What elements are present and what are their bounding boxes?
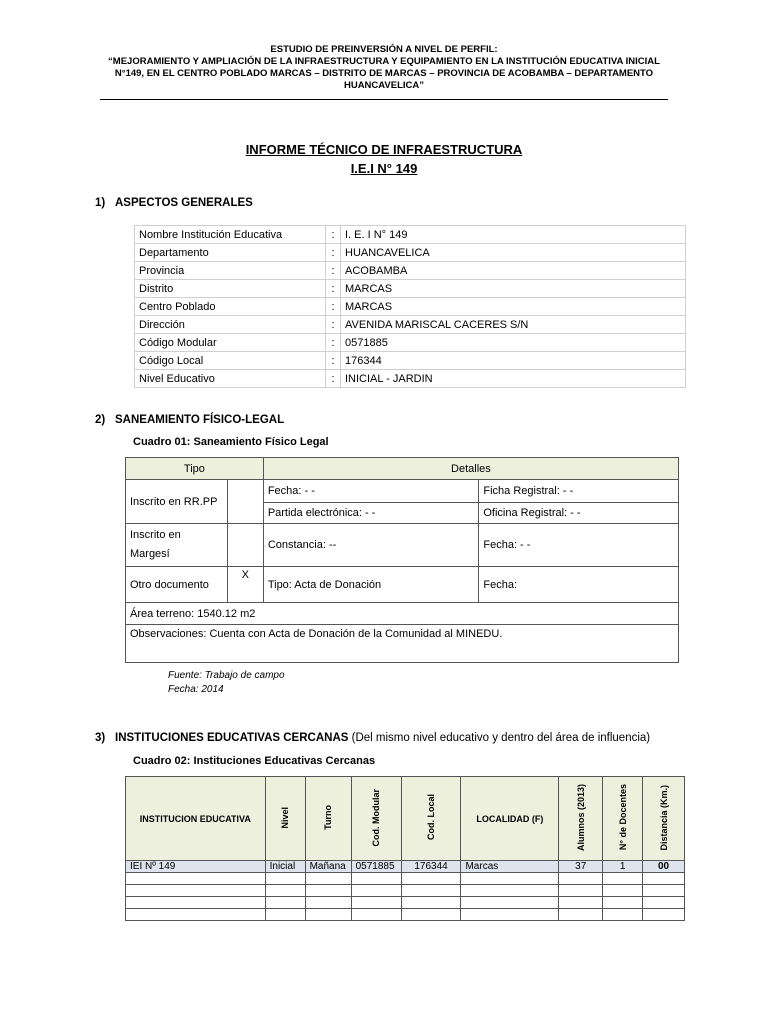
field-value: AVENIDA MARISCAL CACERES S/N: [341, 316, 686, 334]
column-header-institution: INSTITUCION EDUCATIVA: [126, 777, 266, 861]
report-title: INFORME TÉCNICO DE INFRAESTRUCTURA: [245, 142, 523, 157]
field-value: 0571885: [341, 334, 686, 352]
table-row: [126, 873, 685, 885]
column-header-cod-local-text: Cod. Local: [426, 794, 437, 841]
source-line: Fuente: Trabajo de campo: [168, 670, 285, 681]
table-row: [126, 524, 679, 567]
table-row: [135, 316, 686, 334]
field-value: ACOBAMBA: [341, 262, 686, 280]
table-row: [135, 244, 686, 262]
field-value: I. E. I N° 149: [341, 226, 686, 244]
table-1-caption: Cuadro 01: Saneamiento Físico Legal: [133, 436, 329, 448]
table-row: [135, 280, 686, 298]
column-header-detalles: Detalles: [263, 458, 678, 480]
margesi-label-line-2: Margesí: [130, 548, 170, 560]
column-header-distancia-text: Distancia (Km.): [658, 784, 669, 851]
otro-tipo: Tipo: Acta de Donación: [263, 567, 479, 603]
table-row: [135, 352, 686, 370]
date-line: Fecha: 2014: [168, 684, 224, 695]
column-header-turno-text: Turno: [323, 805, 334, 830]
section-1-title: ASPECTOS GENERALES: [115, 197, 253, 209]
field-label: Código Modular: [135, 334, 326, 352]
table-row: [135, 370, 686, 388]
column-header-distancia: [643, 777, 685, 861]
margesi-label: [126, 524, 228, 567]
report-subtitle: I.E.I N° 149: [350, 161, 418, 176]
table-row: [126, 861, 685, 873]
field-label: Dirección: [135, 316, 326, 334]
field-label: Nivel Educativo: [135, 370, 326, 388]
section-1-number: 1): [95, 197, 106, 209]
field-separator: :: [326, 370, 341, 388]
cell-alumnos: 37: [559, 861, 603, 873]
table-row: [126, 897, 685, 909]
table-header-row: [126, 777, 685, 861]
header-line-4: HUANCAVELICA”: [343, 80, 425, 91]
section-2-number: 2): [95, 414, 106, 426]
column-header-alumnos-text: Alumnos (2013): [575, 783, 586, 852]
header-line-1: ESTUDIO DE PREINVERSIÓN A NIVEL DE PERFIL:: [270, 44, 498, 55]
field-separator: :: [326, 244, 341, 262]
table-header-row: [126, 458, 679, 480]
field-value: 176344: [341, 352, 686, 370]
section-3-heading: [95, 732, 650, 744]
general-aspects-table: [134, 225, 686, 388]
table-row: [135, 262, 686, 280]
table-row: [126, 480, 679, 503]
rrpp-fecha: Fecha: - -: [263, 480, 479, 503]
table-row: [135, 298, 686, 316]
cell-cod-local: 176344: [401, 861, 461, 873]
section-2-heading: [95, 414, 284, 426]
field-separator: :: [326, 262, 341, 280]
field-value: MARCAS: [341, 298, 686, 316]
column-header-cod-modular: [351, 777, 401, 861]
column-header-cod-local: [401, 777, 461, 861]
column-header-alumnos: [559, 777, 603, 861]
field-value: MARCAS: [341, 280, 686, 298]
legal-sanitation-table: [125, 457, 679, 663]
field-value: HUANCAVELICA: [341, 244, 686, 262]
column-header-tipo: Tipo: [126, 458, 264, 480]
field-label: Código Local: [135, 352, 326, 370]
column-header-docentes: [603, 777, 643, 861]
field-separator: :: [326, 316, 341, 334]
field-label: Departamento: [135, 244, 326, 262]
section-3-number: 3): [95, 732, 106, 744]
area-terreno: Área terreno: 1540.12 m2: [126, 603, 679, 625]
section-3-note: (Del mismo nivel educativo y dentro del área de influencia): [348, 732, 651, 744]
column-header-localidad: LOCALIDAD (F): [461, 777, 559, 861]
rrpp-label: Inscrito en RR.PP: [126, 480, 228, 524]
column-header-docentes-text: N° de Docentes: [617, 784, 628, 851]
cell-nivel: Inicial: [265, 861, 305, 873]
header-divider: [100, 99, 668, 100]
table-2-caption: Cuadro 02: Instituciones Educativas Cercanas: [133, 755, 376, 767]
cell-cod-modular: 0571885: [351, 861, 401, 873]
column-header-nivel: [265, 777, 305, 861]
table-row: [126, 885, 685, 897]
table-row: [126, 567, 679, 603]
cell-docentes: 1: [603, 861, 643, 873]
rrpp-partida: Partida electrónica: - -: [263, 503, 479, 524]
field-label: Nombre Institución Educativa: [135, 226, 326, 244]
field-separator: :: [326, 334, 341, 352]
field-separator: :: [326, 352, 341, 370]
table-row: [135, 226, 686, 244]
column-header-turno: [305, 777, 351, 861]
cell-institution: IEI Nº 149: [126, 861, 266, 873]
field-label: Provincia: [135, 262, 326, 280]
field-separator: :: [326, 298, 341, 316]
rrpp-ficha: Ficha Registral: - -: [479, 480, 679, 503]
field-separator: :: [326, 226, 341, 244]
cell-distancia: 00: [643, 861, 685, 873]
study-header: [60, 44, 708, 92]
observaciones: Observaciones: Cuenta con Acta de Donación de la Comunidad al MINEDU.: [126, 625, 679, 663]
margesi-label-line-1: Inscrito en: [130, 529, 181, 541]
table-row: [135, 334, 686, 352]
cell-turno: Mañana: [305, 861, 351, 873]
section-1-heading: [95, 197, 253, 209]
column-header-cod-modular-text: Cod. Modular: [371, 788, 382, 847]
margesi-fecha: Fecha: - -: [479, 524, 679, 567]
margesi-mark: [227, 524, 263, 567]
otro-mark: X: [227, 567, 263, 603]
column-header-nivel-text: Nivel: [280, 806, 291, 829]
field-label: Distrito: [135, 280, 326, 298]
otro-fecha: Fecha:: [479, 567, 679, 603]
header-line-3: N°149, EN EL CENTRO POBLADO MARCAS – DISTRITO DE MARCAS – PROVINCIA DE ACOBAMBA – DEPARTAMENTO: [114, 68, 654, 79]
section-2-title: SANEAMIENTO FÍSICO-LEGAL: [115, 414, 285, 426]
field-value: INICIAL - JARDIN: [341, 370, 686, 388]
field-separator: :: [326, 280, 341, 298]
table-row: [126, 603, 679, 625]
section-3-title: INSTITUCIONES EDUCATIVAS CERCANAS: [115, 732, 349, 744]
margesi-constancia: Constancia: --: [263, 524, 479, 567]
cell-localidad: Marcas: [461, 861, 559, 873]
table-1-source: [168, 669, 285, 697]
rrpp-oficina: Oficina Registral: - -: [479, 503, 679, 524]
header-line-2: “MEJORAMIENTO Y AMPLIACIÓN DE LA INFRAESTRUCTURA Y EQUIPAMIENTO EN LA INSTITUCIÓN EDUCATIVA INICIAL: [108, 56, 660, 67]
rrpp-mark: [227, 480, 263, 524]
table-row: [126, 625, 679, 663]
otro-label: Otro documento: [126, 567, 228, 603]
nearby-institutions-table: [125, 776, 685, 921]
table-row: [126, 909, 685, 921]
field-label: Centro Poblado: [135, 298, 326, 316]
